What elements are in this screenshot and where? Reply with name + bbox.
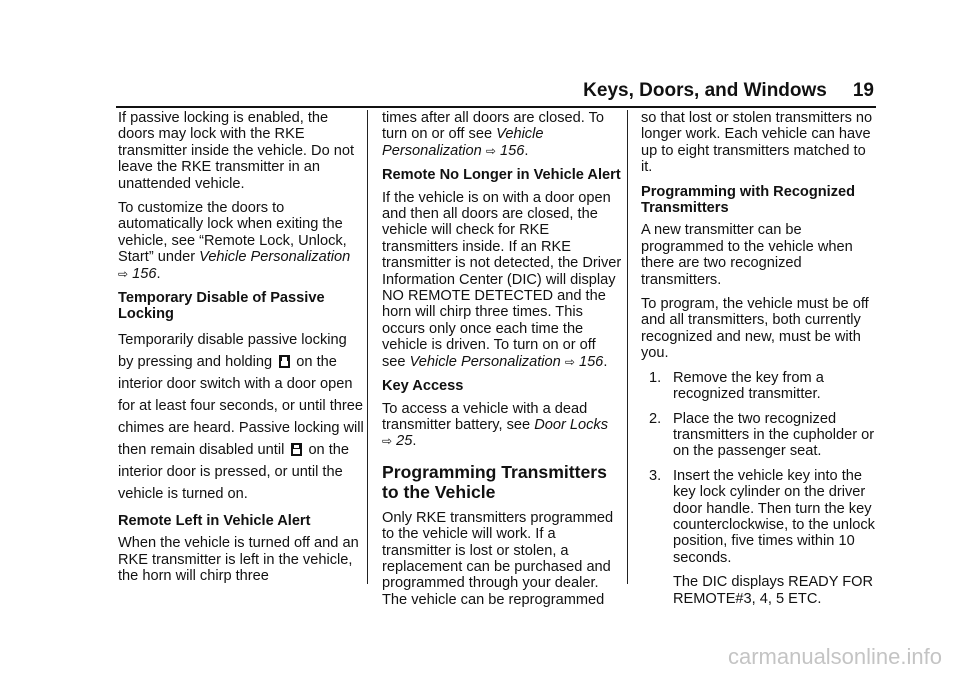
page-reference[interactable]: 156: [132, 265, 157, 282]
section-title: Keys, Doors, and Windows: [583, 80, 827, 101]
step-number: 3.: [649, 467, 662, 484]
cross-reference-link[interactable]: Door Locks: [534, 416, 609, 433]
page-reference[interactable]: 156: [578, 353, 604, 370]
page-reference-arrow-icon: ⇨: [485, 143, 496, 158]
list-item: [641, 411, 881, 460]
lock-icon: [279, 355, 290, 368]
cross-reference-link[interactable]: Vehicle Personalization: [382, 126, 544, 159]
column-1: [118, 110, 364, 593]
paragraph: If the vehicle is on with a door open and then all doors are closed, the vehicle will check for RKE transmitters inside. If an RKE transmitter is not detected, the Driver Information Center (DIC) will display NO REMOTE DETECTED and the horn will chirp three times. This occurs only once each time the vehicle is driven. To turn on or off see Vehicle Personalization ⇨ 156.: [382, 189, 622, 370]
cross-reference-link[interactable]: Vehicle Personalization: [409, 353, 561, 370]
step-text: Remove the key from a recognized transmitter.: [673, 369, 824, 403]
paragraph: To access a vehicle with a dead transmitter battery, see Door Locks ⇨ 25.: [382, 400, 609, 450]
page-number: 19: [852, 80, 874, 101]
step-number: 1.: [649, 369, 662, 386]
page-reference[interactable]: 156: [499, 142, 525, 159]
page-reference-arrow-icon: ⇨: [564, 354, 575, 369]
cross-reference-link[interactable]: Vehicle Personalization: [199, 249, 351, 266]
procedure-steps: [641, 370, 881, 607]
paragraph: When the vehicle is turned off and an RKE transmitter is left in the vehicle, the horn will chirp three: [118, 535, 359, 585]
paragraph: times after all doors are closed. To turn on or off see Vehicle Personalization ⇨ 156.: [382, 110, 604, 159]
page-reference-arrow-icon: ⇨: [118, 266, 129, 281]
step-text: Insert the vehicle key into the key lock cylinder on the driver door handle. Then turn the key counterclockwise, to the unlock position, five times within 10 seconds.: [673, 467, 875, 566]
page-reference[interactable]: 25: [396, 433, 413, 450]
text: on the interior door switch with a door open for at least four seconds, or until three chimes are heard. Passive locking will then remain disabled until: [118, 353, 364, 458]
section-heading: Programming Transmitters to the Vehicle: [382, 461, 607, 502]
column-divider: [627, 110, 628, 584]
paragraph: so that lost or stolen transmitters no longer work. Each vehicle can have up to eight transmitters matched to it.: [641, 110, 873, 176]
paragraph: Only RKE transmitters programmed to the vehicle will work. If a transmitter is lost or stolen, a replacement can be purchased and programmed through your dealer. The vehicle can be reprogrammed: [382, 509, 614, 608]
paragraph: To program, the vehicle must be off and all transmitters, both currently recognized and new, must be with you.: [641, 296, 869, 362]
step-text: Place the two recognized transmitters in the cupholder or on the passenger seat.: [673, 410, 875, 460]
text: times after all doors are closed. To turn on or off see: [382, 110, 604, 143]
column-3: [641, 110, 881, 615]
subheading: Remote Left in Vehicle Alert: [118, 512, 311, 529]
paragraph: A new transmitter can be programmed to the vehicle when there are two recognized transmitters.: [641, 222, 853, 288]
watermark: carmanualsonline.info: [727, 644, 942, 669]
header-rule: [116, 106, 876, 108]
step-number: 2.: [649, 410, 662, 427]
text: To access a vehicle with a dead transmitter battery, see: [382, 400, 588, 433]
paragraph: If passive locking is enabled, the doors may lock with the RKE transmitter inside the vehicle. Do not leave the RKE transmitter in an unattended vehicle.: [118, 110, 355, 192]
list-item: [641, 468, 881, 607]
text: Temporarily disable passive locking by pressing and holding: [118, 331, 347, 370]
subheading: Temporary Disable of Passive Locking: [118, 290, 325, 323]
step-note: The DIC displays READY FOR REMOTE#3, 4, 5 ETC.: [673, 574, 874, 607]
page-reference-arrow-icon: ⇨: [382, 434, 393, 449]
page-header: [583, 80, 874, 102]
column-divider: [367, 110, 368, 584]
text: To customize the doors to automatically lock when exiting the vehicle, see “Remote Lock, Unlock, Start” under: [118, 200, 347, 266]
unlock-icon: [291, 443, 302, 456]
paragraph: To customize the doors to automatically lock when exiting the vehicle, see “Remote Lock, Unlock, Start” under Vehicle Personalization ⇨ 156.: [118, 200, 351, 282]
column-2: [382, 110, 622, 616]
subheading: Remote No Longer in Vehicle Alert: [382, 167, 621, 184]
text: If the vehicle is on with a door open and then all doors are closed, the vehicle will check for RKE transmitters inside. If an RKE transmitter is not detected, the Driver Information Center (DIC) will display NO REMOTE DETECTED and the horn will chirp three times. This occurs only once each time the vehicle is driven. To turn on or off see: [382, 189, 622, 370]
paragraph: [118, 329, 364, 505]
list-item: [641, 370, 881, 403]
subheading: Key Access: [382, 378, 464, 395]
subheading: Programming with Recognized Transmitters: [641, 183, 856, 217]
text: on the interior door is pressed, or until the vehicle is turned on.: [118, 441, 350, 502]
